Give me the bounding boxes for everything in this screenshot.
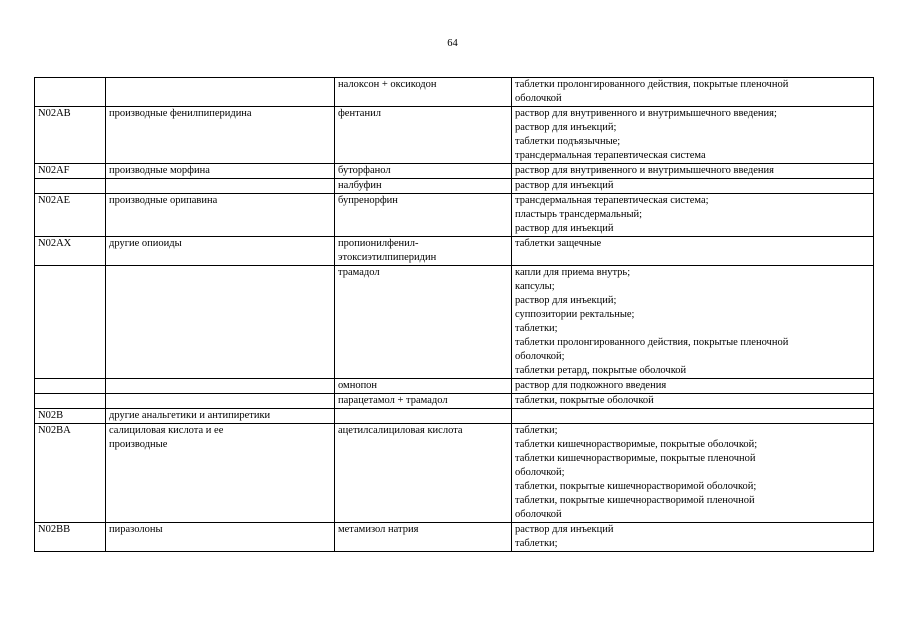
dosage-form-line: таблетки, покрытые кишечнорастворимой пленочной (515, 495, 755, 506)
dosage-forms-cell (512, 394, 874, 409)
group-name-cell: другие опиоиды (106, 237, 335, 266)
page-number: 64 (447, 38, 458, 49)
dosage-form-line: раствор для инъекций (515, 524, 614, 535)
dosage-form-line: трансдермальная терапевтическая система (515, 150, 706, 161)
group-name-cell (106, 379, 335, 394)
dosage-form-line: оболочкой (515, 509, 562, 520)
atc-code-cell (35, 394, 106, 409)
atc-code-cell (35, 266, 106, 379)
dosage-forms-cell (512, 107, 874, 164)
dosage-form-line: таблетки; (515, 538, 558, 549)
table-row (35, 523, 874, 552)
dosage-form-line: раствор для подкожного введения (515, 380, 667, 391)
dosage-forms-cell (512, 164, 874, 179)
dosage-form-line: таблетки ретард, покрытые оболочкой (515, 365, 687, 376)
table-row (35, 379, 874, 394)
group-name-cell: пиразолоны (106, 523, 335, 552)
atc-code-cell: N02AF (35, 164, 106, 179)
table-row (35, 237, 874, 266)
dosage-forms-cell (512, 78, 874, 107)
drug-table (34, 77, 874, 552)
dosage-form-line: таблетки, покрытые оболочкой (515, 395, 654, 406)
group-name-cell: производные морфина (106, 164, 335, 179)
drug-name-cell: омнопон (335, 379, 512, 394)
drug-name-cell: буторфанол (335, 164, 512, 179)
atc-code-cell (35, 78, 106, 107)
drug-name-cell: пропионилфенил- этоксиэтилпиперидин (335, 237, 512, 266)
drug-name-cell: бупренорфин (335, 194, 512, 237)
table-row (35, 409, 874, 424)
dosage-form-line: суппозитории ректальные; (515, 309, 635, 320)
table-row (35, 266, 874, 379)
dosage-forms-cell (512, 424, 874, 523)
dosage-form-line: раствор для инъекций; (515, 295, 617, 306)
table-row (35, 164, 874, 179)
atc-code-cell: N02AE (35, 194, 106, 237)
dosage-forms-cell (512, 379, 874, 394)
dosage-forms-cell (512, 523, 874, 552)
dosage-forms-cell (512, 179, 874, 194)
drug-name-cell: парацетамол + трамадол (335, 394, 512, 409)
table-row (35, 107, 874, 164)
group-name-cell: салициловая кислота и ее производные (106, 424, 335, 523)
group-name-cell: другие анальгетики и антипиретики (106, 409, 335, 424)
group-name-cell (106, 394, 335, 409)
drug-name-cell: ацетилсалициловая кислота (335, 424, 512, 523)
dosage-form-line: таблетки пролонгированного действия, покрытые пленочной (515, 79, 789, 90)
dosage-forms-cell (512, 266, 874, 379)
table-row (35, 424, 874, 523)
drug-name-cell: налбуфин (335, 179, 512, 194)
group-name-cell: производные фенилпиперидина (106, 107, 335, 164)
group-name-cell (106, 179, 335, 194)
table-row (35, 78, 874, 107)
dosage-forms-cell (512, 409, 874, 424)
drug-name-cell: трамадол (335, 266, 512, 379)
table-row (35, 179, 874, 194)
dosage-form-line: раствор для внутривенного и внутримышечного введения; (515, 108, 777, 119)
dosage-form-line: раствор для инъекций (515, 223, 614, 234)
dosage-forms-cell (512, 237, 874, 266)
dosage-form-line: оболочкой (515, 93, 562, 104)
dosage-form-line: оболочкой; (515, 467, 565, 478)
drug-name-cell: налоксон + оксикодон (335, 78, 512, 107)
atc-code-cell (35, 379, 106, 394)
atc-code-cell: N02AB (35, 107, 106, 164)
group-name-cell (106, 78, 335, 107)
dosage-form-line: таблетки защечные (515, 238, 602, 249)
group-name-cell (106, 266, 335, 379)
dosage-form-line: таблетки; (515, 323, 558, 334)
dosage-form-line: раствор для инъекций (515, 180, 614, 191)
group-name-cell: производные орипавина (106, 194, 335, 237)
drug-name-cell (335, 409, 512, 424)
atc-code-cell: N02AX (35, 237, 106, 266)
atc-code-cell: N02B (35, 409, 106, 424)
table-row (35, 194, 874, 237)
dosage-form-line: раствор для инъекций; (515, 122, 617, 133)
dosage-form-line: раствор для внутривенного и внутримышечного введения (515, 165, 774, 176)
atc-code-cell: N02BA (35, 424, 106, 523)
dosage-form-line: таблетки пролонгированного действия, покрытые пленочной (515, 337, 789, 348)
dosage-form-line: оболочкой; (515, 351, 565, 362)
dosage-form-line: пластырь трансдермальный; (515, 209, 643, 220)
dosage-form-line: таблетки; (515, 425, 558, 436)
atc-code-cell (35, 179, 106, 194)
drug-name-cell: метамизол натрия (335, 523, 512, 552)
dosage-form-line: таблетки подъязычные; (515, 136, 621, 147)
table-row (35, 394, 874, 409)
dosage-form-line: трансдермальная терапевтическая система; (515, 195, 709, 206)
atc-code-cell: N02BB (35, 523, 106, 552)
dosage-form-line: таблетки кишечнорастворимые, покрытые пленочной (515, 453, 756, 464)
dosage-form-line: капли для приема внутрь; (515, 267, 631, 278)
dosage-form-line: таблетки, покрытые кишечнорастворимой оболочкой; (515, 481, 757, 492)
dosage-form-line: таблетки кишечнорастворимые, покрытые оболочкой; (515, 439, 758, 450)
dosage-forms-cell (512, 194, 874, 237)
dosage-form-line: капсулы; (515, 281, 555, 292)
drug-name-cell: фентанил (335, 107, 512, 164)
